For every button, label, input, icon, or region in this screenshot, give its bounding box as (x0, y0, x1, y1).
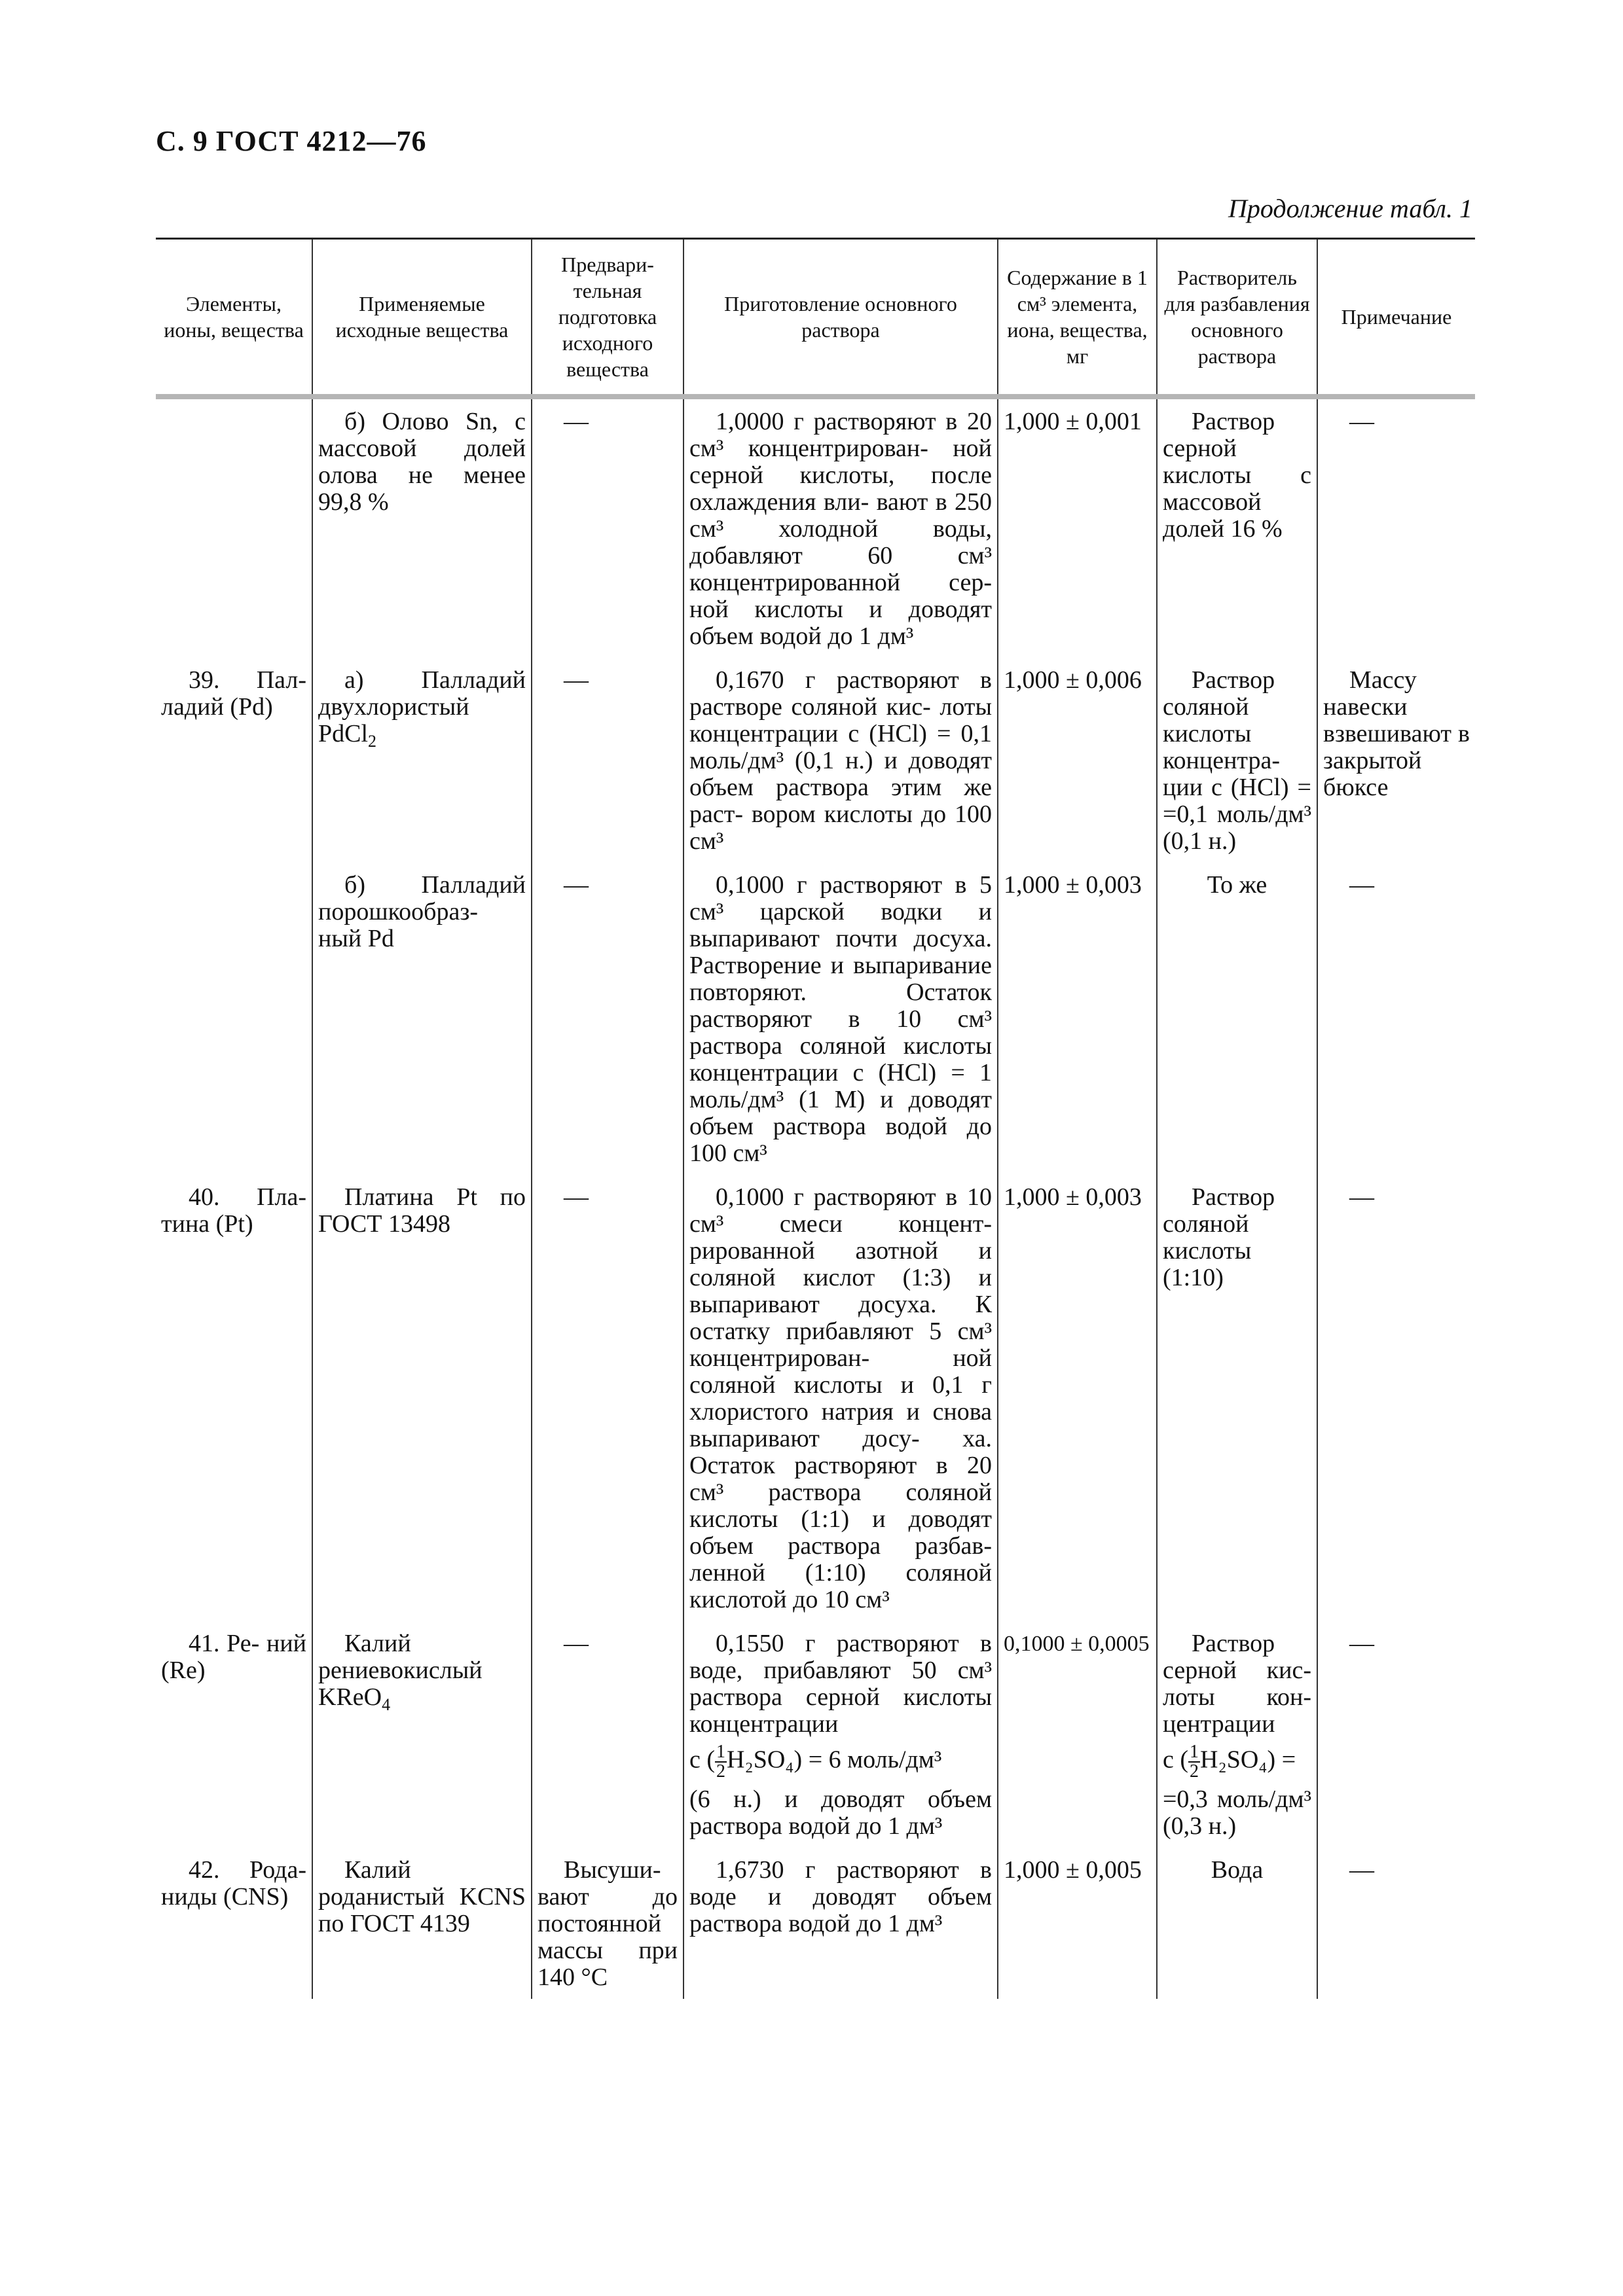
table-row (156, 658, 1475, 863)
source-subscript: 2 (368, 732, 377, 751)
cell-source: Калий роданистый KCNS по ГОСТ 4139 (312, 1848, 532, 1999)
source-text: а) Палладий двухлористый PdCl (318, 666, 526, 747)
cell-source: Платина Pt по ГОСТ 13498 (312, 1175, 532, 1621)
fraction-denominator: 2 (1190, 1761, 1199, 1782)
table-row (156, 397, 1475, 658)
formula-left: c ( (689, 1746, 716, 1774)
cell-prep: — (532, 397, 684, 658)
table-continuation-label: Продолжение табл. 1 (1228, 194, 1472, 223)
cell-content: 1,000 ± 0,001 (998, 397, 1157, 658)
cell-note: — (1317, 863, 1475, 1175)
cell-prep: Высуши- вают до постоянной массы при 140 °С (532, 1848, 684, 1999)
cell-solvent: Раствор соляной кислоты (1:10) (1157, 1175, 1317, 1621)
cell-prep: — (532, 863, 684, 1175)
cell-solvent: Раствор соляной кислоты концентра- ции c (HCl) = =0,1 моль/дм³ (0,1 н.) (1157, 658, 1317, 863)
cell-note: — (1317, 1175, 1475, 1621)
table-row (156, 1175, 1475, 1621)
solvent-text-part-a: Раствор серной кис- лоты кон- центрации (1163, 1630, 1311, 1738)
col-header-element: Элементы, ионы, вещества (156, 239, 312, 397)
cell-note: — (1317, 397, 1475, 658)
col-header-note: Примечание (1317, 239, 1475, 397)
formula-right: H₂SO₄) = 6 моль/дм³ (727, 1746, 942, 1774)
cell-solvent: Раствор серной кислоты с массовой долей 16 % (1157, 397, 1317, 658)
fraction (1188, 1743, 1200, 1781)
main-text-part-b: (6 н.) и доводят объем раствора водой до 1 дм³ (689, 1785, 992, 1840)
cell-main-solution: 0,1000 г растворяют в 10 см³ смеси концент- рированной азотной и соляной кислот (1:3) и выпаривают досуха. К остатку прибавляют 5 см³ концентрирован- ной соляной кислоты и 0,1 г хлористого натрия и снова выпаривают досу- ха. Остаток растворяют в 20 см³ раствора соляной кислоты (1:1) и доводят объем раствора разбав- ленной (1:10) соляной кислотой до 10 см³ (684, 1175, 998, 1621)
cell-content: 1,000 ± 0,003 (998, 1175, 1157, 1621)
reagents-table (156, 238, 1475, 1999)
cell-element: 40. Пла- тина (Pt) (161, 1183, 306, 1238)
cell-main-solution: 1,6730 г растворяют в воде и доводят объем раствора водой до 1 дм³ (684, 1848, 998, 1999)
table-row (156, 1848, 1475, 1999)
cell-solvent (1157, 1621, 1317, 1848)
cell-content: 1,000 ± 0,005 (998, 1848, 1157, 1999)
fraction-denominator: 2 (716, 1761, 726, 1782)
cell-solvent: То же (1157, 863, 1317, 1175)
cell-content: 1,000 ± 0,003 (998, 863, 1157, 1175)
cell-main-solution (684, 1621, 998, 1848)
solvent-formula (1163, 1743, 1311, 1781)
cell-source (312, 1621, 532, 1848)
table-row (156, 863, 1475, 1175)
fraction-numerator: 1 (716, 1742, 726, 1762)
formula-left: c ( (1163, 1746, 1189, 1774)
col-header-solvent: Растворитель для разбавления основного раствора (1157, 239, 1317, 397)
cell-note: — (1317, 1621, 1475, 1848)
cell-main-solution: 0,1000 г растворяют в 5 см³ царской водки и выпаривают почти досуха. Растворение и выпаривание повторяют. Остаток растворяют в 10 см³ раствора соляной кислоты концентрации c (HCl) = 1 моль/дм³ (1 М) и доводят объем раствора водой до 100 см³ (684, 863, 998, 1175)
cell-element: 39. Пал- ладий (Pd) (161, 666, 306, 721)
page-title: С. 9 ГОСТ 4212—76 (156, 125, 427, 157)
cell-main-solution: 0,1670 г растворяют в растворе соляной кис- лоты концентрации c (HCl) = 0,1 моль/дм³ (0,1 н.) и доводят объем раствора этим же раст- вором кислоты до 100 см³ (684, 658, 998, 863)
cell-element (156, 397, 312, 658)
cell-solvent: Вода (1157, 1848, 1317, 1999)
fraction-numerator: 1 (1190, 1742, 1199, 1762)
cell-content: 1,000 ± 0,006 (998, 658, 1157, 863)
source-text: Калий рениевокислый KReO (318, 1630, 483, 1711)
cell-element: 42. Рода- ниды (CNS) (161, 1856, 306, 1910)
main-text-part-a: 0,1550 г растворяют в воде, прибавляют 50 см³ раствора серной кислоты концентрации (689, 1630, 992, 1738)
cell-main-solution: 1,0000 г растворяют в 20 см³ концентрирован- ной серной кислоты, после охлаждения вли- вают в 250 см³ холодной воды, добавляют 60 см³ концентрированной сер- ной кислоты и доводят объем водой до 1 дм³ (684, 397, 998, 658)
source-subscript: 4 (382, 1695, 391, 1714)
col-header-source: Применяемые исходные вещества (312, 239, 532, 397)
cell-source: б) Палладий порошкообраз- ный Pd (312, 863, 532, 1175)
main-formula (689, 1743, 992, 1781)
cell-element: 41. Ре- ний (Re) (161, 1630, 306, 1684)
fraction (715, 1743, 727, 1781)
cell-source: б) Олово Sn, с массовой долей олова не менее 99,8 % (312, 397, 532, 658)
col-header-content: Содержание в 1 см³ элемента, иона, вещества, мг (998, 239, 1157, 397)
cell-prep: — (532, 1175, 684, 1621)
col-header-prep: Предвари- тельная подготовка исходного вещества (532, 239, 684, 397)
table-header-row (156, 239, 1475, 397)
cell-note: Массу навески взвешивают в закрытой бюксе (1317, 658, 1475, 863)
cell-note: — (1317, 1848, 1475, 1999)
cell-prep: — (532, 658, 684, 863)
col-header-main-solution: Приготовление основного раствора (684, 239, 998, 397)
table-row (156, 1621, 1475, 1848)
cell-element (156, 863, 312, 1175)
cell-prep: — (532, 1621, 684, 1848)
solvent-text-part-b: =0,3 моль/дм³ (0,3 н.) (1163, 1785, 1311, 1840)
formula-right: H₂SO₄) = (1200, 1746, 1296, 1774)
cell-source (312, 658, 532, 863)
cell-content: 0,1000 ± 0,0005 (998, 1621, 1157, 1848)
